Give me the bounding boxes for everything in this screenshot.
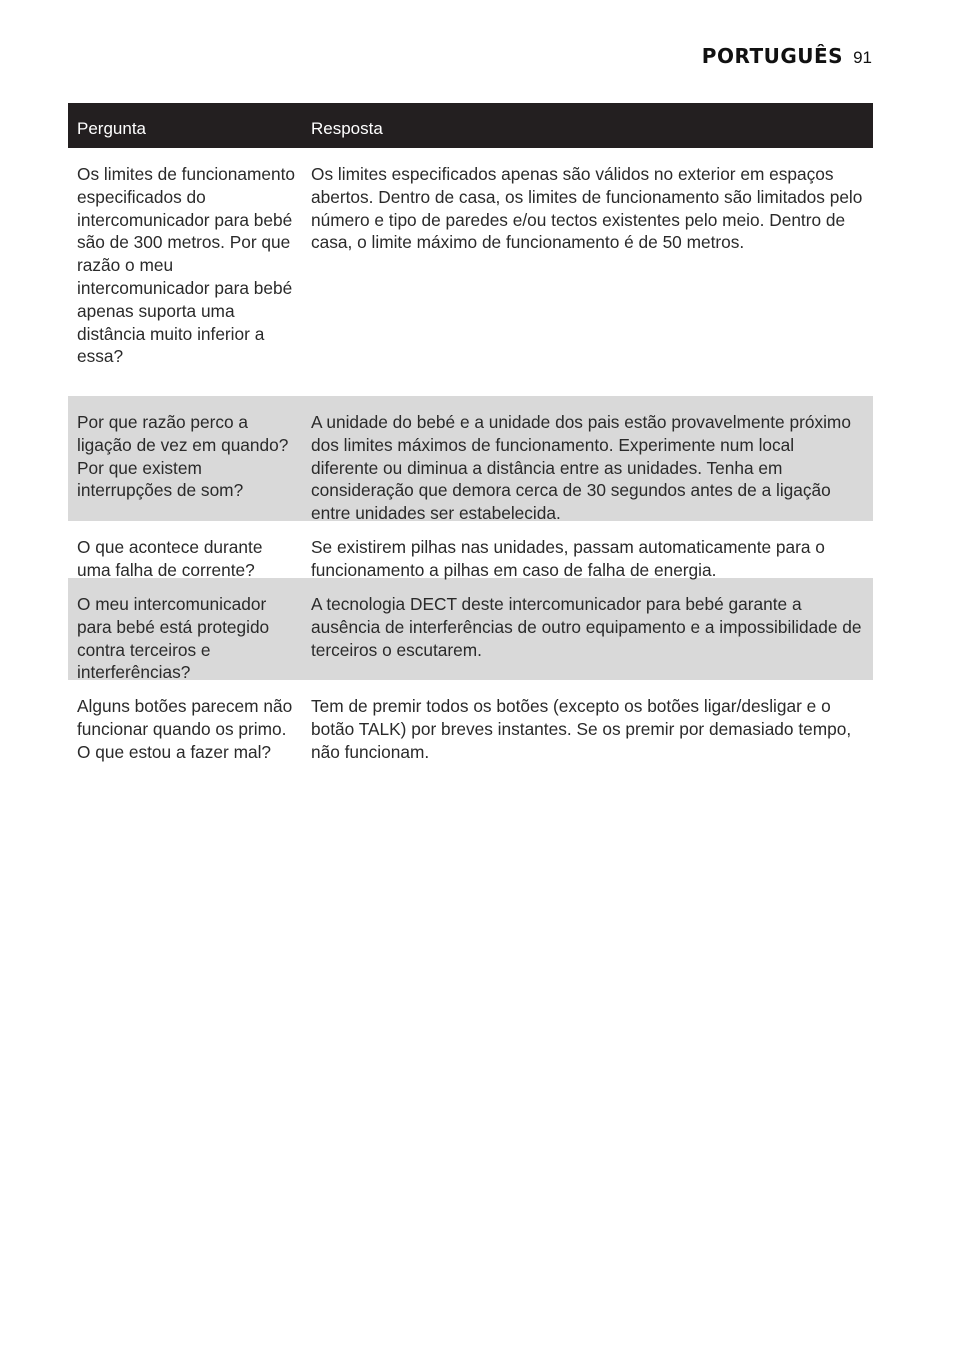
answer-cell: A unidade do bebé e a unidade dos pais estão provavelmente próximo dos limites máximos de funcionamento. Experimente num local diferente ou diminua a distância entre as unidades. Tenha em consideração que demora cerca de 30 segundos antes de a ligação entre unidades ser estabelecida. [311, 412, 851, 524]
column-header-answer: Resposta [311, 118, 383, 138]
answer-cell: Tem de premir todos os botões (excepto os botões ligar/desligar e o botão TALK) por breves instantes. Se os premir por demasiado tempo, não funcionam. [311, 696, 852, 762]
answer-cell: Os limites especificados apenas são válidos no exterior em espaços abertos. Dentro de casa, os limites de funcionamento são limitados pelo número e tipo de paredes e/ou tectos existentes pelo meio. Dentro de casa, o limite máximo de funcionamento é de 50 metros. [311, 164, 863, 253]
answer-cell: Se existirem pilhas nas unidades, passam automaticamente para o funcionamento a pilhas em caso de falha de energia. [311, 537, 825, 580]
faq-table [68, 103, 873, 784]
table-row [68, 148, 873, 396]
question-cell: O que acontece durante uma falha de corrente? [77, 537, 263, 580]
table-row [68, 680, 873, 784]
column-header-question: Pergunta [77, 118, 146, 138]
table-row [68, 578, 873, 683]
page-number: 91 [853, 48, 872, 67]
answer-cell: A tecnologia DECT deste intercomunicador para bebé garante a ausência de interferências de outro equipamento e a impossibilidade de terceiros o escutarem. [311, 594, 862, 660]
question-cell: Os limites de funcionamento especificados do intercomunicador para bebé são de 300 metros. Por que razão o meu intercomunicador para bebé apenas suporta uma distância muito inferior a essa? [77, 164, 296, 367]
question-cell: Por que razão perco a ligação de vez em quando? Por que existem interrupções de som? [77, 412, 289, 501]
section-title: PORTUGUÊS [701, 44, 844, 68]
page-header [702, 44, 872, 68]
table-row [68, 396, 873, 524]
question-cell: Alguns botões parecem não funcionar quando os primo. O que estou a fazer mal? [77, 696, 293, 762]
question-cell: O meu intercomunicador para bebé está protegido contra terceiros e interferências? [77, 594, 270, 683]
table-row [68, 521, 873, 578]
table-header [68, 103, 873, 148]
